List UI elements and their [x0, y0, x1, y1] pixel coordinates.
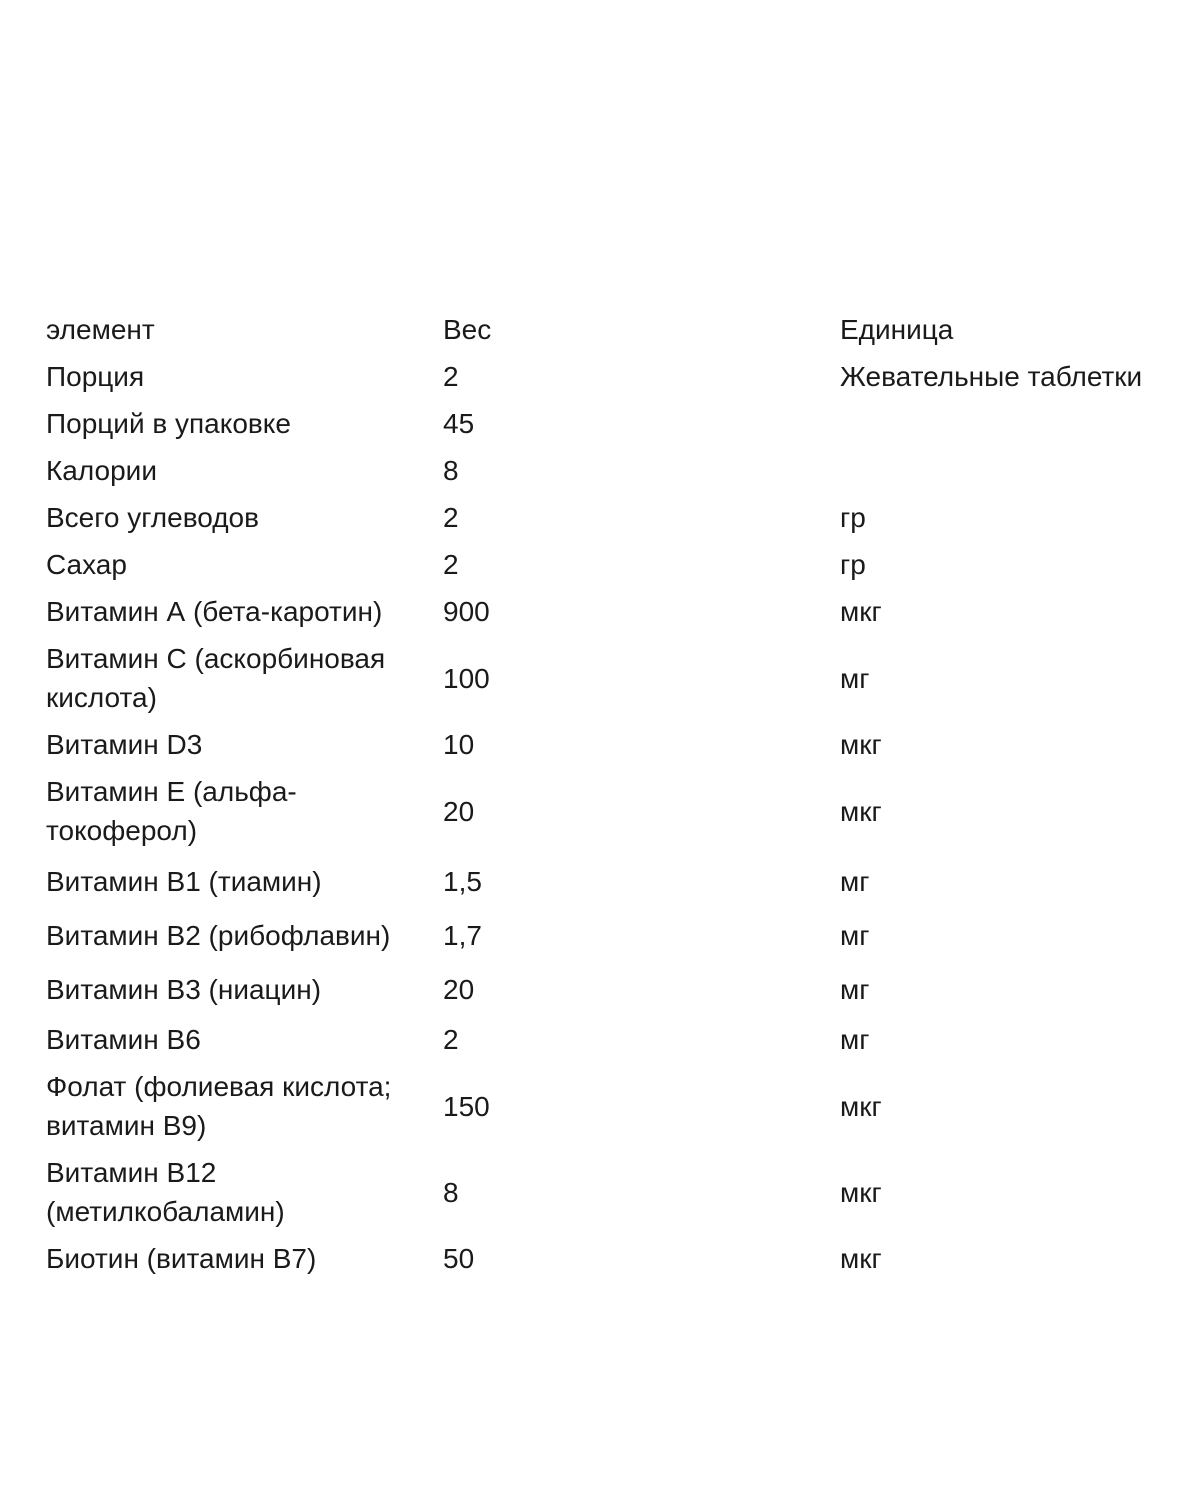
row-weight: 8	[443, 1176, 459, 1208]
row-name: Калории	[46, 455, 157, 486]
row-name: Витамин B2 (рибофлавин)	[46, 919, 391, 951]
table-row	[46, 541, 1186, 588]
row-unit: мг	[840, 973, 870, 1005]
table-row	[46, 494, 1186, 541]
row-unit: мг	[840, 919, 870, 951]
nutrition-table	[46, 306, 1186, 1282]
row-name: Витамин B12 (метилкобаламин)	[46, 1157, 285, 1227]
row-unit: мкг	[840, 1243, 882, 1274]
row-name: Сахар	[46, 549, 127, 580]
row-name: Витамин А (бета-каротин)	[46, 596, 383, 627]
row-name: Витамин B6	[46, 1024, 201, 1055]
row-unit: мкг	[840, 1090, 882, 1122]
row-unit: мкг	[840, 596, 882, 627]
row-unit: гр	[840, 549, 866, 580]
row-weight: 50	[443, 1243, 475, 1274]
table-row	[46, 635, 1186, 721]
table-row	[46, 721, 1186, 768]
row-weight: 10	[443, 729, 475, 760]
row-name: Витамин B1 (тиамин)	[46, 865, 322, 897]
row-name: Всего углеводов	[46, 502, 260, 533]
row-name: Биотин (витамин B7)	[46, 1243, 317, 1274]
row-name: Витамин С (аскорбиновая кислота)	[46, 643, 386, 713]
table-row	[46, 768, 1186, 854]
row-weight: 900	[443, 596, 490, 627]
row-unit	[840, 400, 1186, 447]
header-weight: Вес	[443, 314, 492, 345]
row-name: Витамин D3	[46, 729, 203, 760]
row-unit	[840, 447, 1186, 494]
row-unit: мкг	[840, 729, 882, 760]
row-weight: 2	[443, 1024, 459, 1055]
table-row	[46, 447, 1186, 494]
table-row	[46, 588, 1186, 635]
table-row	[46, 1016, 1186, 1063]
row-weight: 1,7	[443, 919, 482, 951]
row-unit: Жевательные таблетки	[840, 361, 1143, 392]
table-row	[46, 908, 1186, 962]
row-unit: мкг	[840, 795, 882, 827]
row-unit: мг	[840, 865, 870, 897]
row-name: Порций в упаковке	[46, 408, 291, 439]
table-row	[46, 854, 1186, 908]
header-unit: Единица	[840, 314, 954, 345]
nutrition-table-container	[46, 306, 1186, 1282]
row-name: Порция	[46, 361, 145, 392]
row-name: Витамин B3 (ниацин)	[46, 973, 322, 1005]
row-weight: 20	[443, 973, 475, 1005]
row-weight: 150	[443, 1090, 490, 1122]
table-row	[46, 400, 1186, 447]
header-element: элемент	[46, 314, 155, 345]
row-weight: 2	[443, 549, 459, 580]
row-weight: 45	[443, 408, 475, 439]
row-weight: 2	[443, 502, 459, 533]
table-row	[46, 353, 1186, 400]
row-unit: мкг	[840, 1176, 882, 1208]
row-unit: мг	[840, 662, 870, 694]
row-name: Фолат (фолиевая кислота; витамин B9)	[46, 1071, 392, 1141]
row-weight: 8	[443, 455, 459, 486]
row-unit: мг	[840, 1024, 870, 1055]
table-row	[46, 1063, 1186, 1149]
table-row	[46, 962, 1186, 1016]
row-weight: 20	[443, 795, 475, 827]
row-weight: 100	[443, 662, 490, 694]
row-weight: 1,5	[443, 865, 482, 897]
table-header-row	[46, 306, 1186, 353]
table-row	[46, 1149, 1186, 1235]
row-weight: 2	[443, 361, 459, 392]
table-row	[46, 1235, 1186, 1282]
row-name: Витамин Е (альфа-токоферол)	[46, 776, 297, 846]
row-unit: гр	[840, 502, 866, 533]
